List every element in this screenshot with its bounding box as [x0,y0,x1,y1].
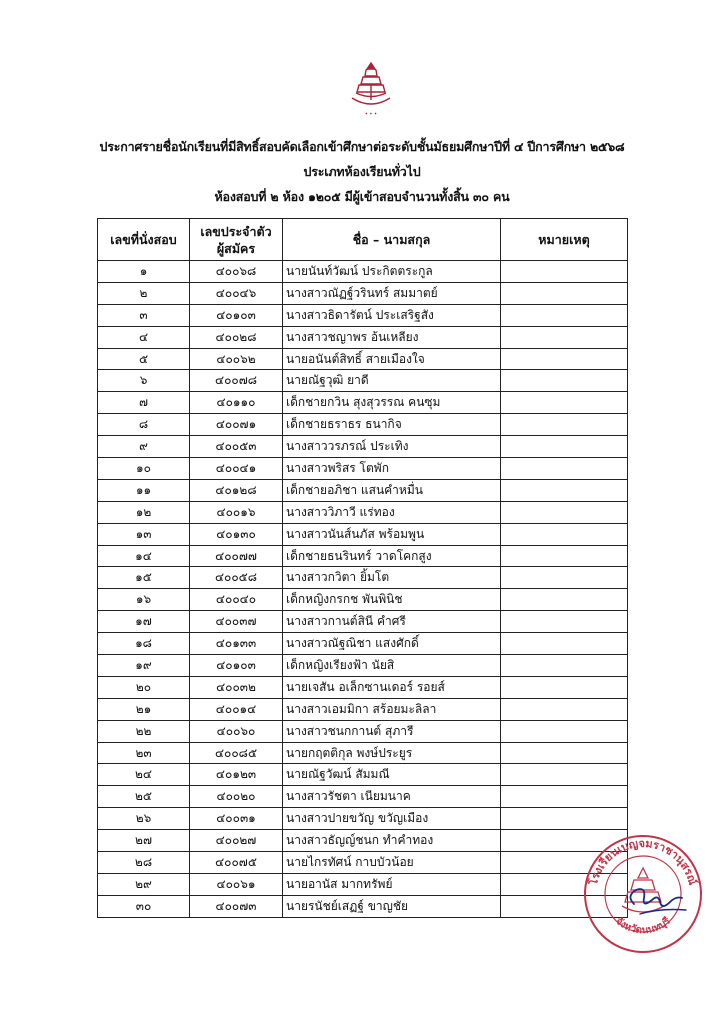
table-row [98,873,628,895]
full-name-cell: นางสาวชนกกานต์ สุภารี [283,720,501,742]
header-remarks: หมายเหตุ [501,219,628,261]
table-row [98,808,628,830]
remarks-cell [501,764,628,786]
applicant-id-cell: ๔๐๐๔๑ [190,458,283,480]
examinee-table [97,218,628,918]
document-header [0,134,724,209]
seat-number-cell: ๒๓ [98,742,190,764]
table-row [98,830,628,852]
applicant-id-cell: ๔๐๐๗๘ [190,370,283,392]
remarks-cell [501,808,628,830]
seat-number-cell: ๒๗ [98,830,190,852]
table-row [98,786,628,808]
applicant-id-cell: ๔๐๐๓๗ [190,611,283,633]
applicant-id-cell: ๔๐๐๗๕ [190,852,283,874]
seat-number-cell: ๒๙ [98,873,190,895]
table-row [98,633,628,655]
remarks-cell [501,655,628,677]
remarks-cell [501,786,628,808]
applicant-id-cell: ๔๐๐๔๐ [190,589,283,611]
table-row [98,392,628,414]
remarks-cell [501,392,628,414]
remarks-cell [501,436,628,458]
table-row [98,436,628,458]
applicant-id-cell: ๔๐๑๐๓ [190,655,283,677]
full-name-cell: นางสาวนันส์นภัส พร้อมพูน [283,523,501,545]
remarks-cell [501,304,628,326]
table-row [98,567,628,589]
seat-number-cell: ๑๖ [98,589,190,611]
remarks-cell [501,720,628,742]
full-name-cell: นางสาวชญาพร อ้นเหลียง [283,326,501,348]
applicant-id-cell: ๔๐๑๓๓ [190,633,283,655]
applicant-id-cell: ๔๐๐๖๐ [190,720,283,742]
table-row [98,370,628,392]
seat-number-cell: ๘ [98,414,190,436]
header-subtitle: ประเภทห้องเรียนทั่วไป [303,164,421,179]
applicant-id-cell: ๔๐๐๒๗ [190,830,283,852]
table-row [98,698,628,720]
remarks-cell [501,370,628,392]
seat-number-cell: ๑๗ [98,611,190,633]
remarks-cell [501,611,628,633]
seat-number-cell: ๒๘ [98,852,190,874]
seat-number-cell: ๒๐ [98,676,190,698]
seat-number-cell: ๑๓ [98,523,190,545]
full-name-cell: นางสาววิภาวี แร่ทอง [283,501,501,523]
remarks-cell [501,523,628,545]
full-name-cell: นายไกรทัศน์ กาบบัวน้อย [283,852,501,874]
remarks-cell [501,261,628,283]
table-row [98,720,628,742]
signature-icon [620,878,690,922]
full-name-cell: นายรนัชย์เสฏฐ์ ขาญชัย [283,895,501,917]
table-row [98,348,628,370]
seat-number-cell: ๓๐ [98,895,190,917]
table-row [98,676,628,698]
seat-number-cell: ๑๔ [98,545,190,567]
applicant-id-cell: ๔๐๐๖๘ [190,261,283,283]
svg-text:✦ ✦ ✦: ✦ ✦ ✦ [364,111,378,116]
table-row [98,764,628,786]
seat-number-cell: ๔ [98,326,190,348]
table-row [98,545,628,567]
full-name-cell: นางสาวธิดารัตน์ ประเสริฐสัง [283,304,501,326]
applicant-id-cell: ๔๐๑๒๓ [190,764,283,786]
seat-number-cell: ๑๘ [98,633,190,655]
table-row [98,742,628,764]
full-name-cell: เด็กชายอภิชา แสนคำหมื่น [283,479,501,501]
full-name-cell: นางสาวเอมมิกา สร้อยมะลิลา [283,698,501,720]
full-name-cell: นางสาวธัญญ์ชนก ทำคำทอง [283,830,501,852]
stamp-bottom-text: จังหวัดนนทบุรี [613,915,673,937]
seat-number-cell: ๒๑ [98,698,190,720]
full-name-cell: นายกฤตติกุล พงษ์ประยูร [283,742,501,764]
seat-number-cell: ๒๒ [98,720,190,742]
full-name-cell: นางสาวณัฏฐ์วรินทร์ สมมาตย์ [283,282,501,304]
seat-number-cell: ๗ [98,392,190,414]
applicant-id-cell: ๔๐๐๓๒ [190,676,283,698]
header-seat-number: เลขที่นั่งสอบ [98,219,190,261]
remarks-cell [501,326,628,348]
applicant-id-cell: ๔๐๑๑๐ [190,392,283,414]
full-name-cell: นางสาวรัชตา เนียมนาค [283,786,501,808]
full-name-cell: นายอานัส มากทรัพย์ [283,873,501,895]
remarks-cell [501,742,628,764]
applicant-id-cell: ๔๐๐๘๕ [190,742,283,764]
applicant-id-cell: ๔๐๐๗๓ [190,895,283,917]
seat-number-cell: ๑ [98,261,190,283]
seat-number-cell: ๒๖ [98,808,190,830]
table-body [98,261,628,918]
full-name-cell: นางสาวพริสร โตพัก [283,458,501,480]
seat-number-cell: ๒๔ [98,764,190,786]
full-name-cell: นายนันท์วัฒน์ ประกิตตระกูล [283,261,501,283]
applicant-id-cell: ๔๐๐๑๔ [190,698,283,720]
applicant-id-cell: ๔๐๐๗๑ [190,414,283,436]
applicant-id-cell: ๔๐๑๐๓ [190,304,283,326]
header-full-name: ชื่อ – นามสกุล [283,219,501,261]
full-name-cell: เด็กหญิงเรียงฟ้า นัยสิ [283,655,501,677]
table-row [98,523,628,545]
seat-number-cell: ๓ [98,304,190,326]
full-name-cell: นางสาวปายขวัญ ขวัญเมือง [283,808,501,830]
applicant-id-cell: ๔๐๐๒๐ [190,786,283,808]
table-header-row [98,219,628,261]
stamp-top-text: โรงเรียนเบญจมราชานุสรณ์ [586,836,700,887]
remarks-cell [501,698,628,720]
table-row [98,589,628,611]
full-name-cell: นายอนันต์สิทธิ์ สายเมืองใจ [283,348,501,370]
applicant-id-cell: ๔๐๐๒๘ [190,326,283,348]
header-room-info: ห้องสอบที่ ๒ ห้อง ๑๒๐๕ มีผู้เข้าสอบจำนวนทั้งสิ้น ๓๐ คน [214,189,510,204]
table-row [98,282,628,304]
full-name-cell: นางสาววรภรณ์ ประเทิง [283,436,501,458]
full-name-cell: นายเจสัน อเล็กซานเดอร์ รอยส์ [283,676,501,698]
remarks-cell [501,589,628,611]
full-name-cell: นางสาวณัฐณิชา แสงศักดิ์ [283,633,501,655]
full-name-cell: นายณัฐวุฒิ ยาดี [283,370,501,392]
applicant-id-cell: ๔๐๐๕๘ [190,567,283,589]
table-row [98,895,628,917]
applicant-id-cell: ๔๐๐๓๑ [190,808,283,830]
full-name-cell: นายณัฐวัฒน์ สัมมณี [283,764,501,786]
applicant-id-cell: ๔๐๑๒๘ [190,479,283,501]
table-row [98,326,628,348]
table-row [98,414,628,436]
header-applicant-id: เลขประจำตัว ผู้สมัคร [190,219,283,261]
remarks-cell [501,414,628,436]
remarks-cell [501,458,628,480]
seat-number-cell: ๑๕ [98,567,190,589]
table-row [98,304,628,326]
remarks-cell [501,633,628,655]
seat-number-cell: ๑๐ [98,458,190,480]
table-row [98,261,628,283]
seat-number-cell: ๒๕ [98,786,190,808]
full-name-cell: เด็กชายธนรินทร์ วาดโคกสูง [283,545,501,567]
applicant-id-cell: ๔๐๑๓๐ [190,523,283,545]
seat-number-cell: ๙ [98,436,190,458]
seat-number-cell: ๒ [98,282,190,304]
table-row [98,852,628,874]
table-row [98,479,628,501]
remarks-cell [501,479,628,501]
remarks-cell [501,545,628,567]
full-name-cell: นางสาวกานต์สินี คำศรี [283,611,501,633]
full-name-cell: เด็กหญิงกรกช พันพินิช [283,589,501,611]
full-name-cell: เด็กชายธราธร ธนากิจ [283,414,501,436]
header-title: ประกาศรายชื่อนักเรียนที่มีสิทธิ์สอบคัดเลือกเข้าศึกษาต่อระดับชั้นมัธยมศึกษาปีที่ ๔ ปีการศึกษา ๒๕๖๘ [99,139,625,154]
seat-number-cell: ๑๒ [98,501,190,523]
full-name-cell: เด็กชายกวิน สุงสุวรรณ คนซุม [283,392,501,414]
applicant-id-cell: ๔๐๐๑๖ [190,501,283,523]
remarks-cell [501,567,628,589]
table-row [98,655,628,677]
table-row [98,458,628,480]
table-row [98,611,628,633]
remarks-cell [501,501,628,523]
school-crest-icon [344,60,398,118]
applicant-id-cell: ๔๐๐๔๖ [190,282,283,304]
seat-number-cell: ๕ [98,348,190,370]
remarks-cell [501,348,628,370]
applicant-id-cell: ๔๐๐๗๗ [190,545,283,567]
full-name-cell: นางสาวกวิตา ยิ้มโต [283,567,501,589]
applicant-id-cell: ๔๐๐๖๒ [190,348,283,370]
seat-number-cell: ๖ [98,370,190,392]
remarks-cell [501,676,628,698]
table-row [98,501,628,523]
seat-number-cell: ๑๙ [98,655,190,677]
remarks-cell [501,282,628,304]
applicant-id-cell: ๔๐๐๕๓ [190,436,283,458]
seat-number-cell: ๑๑ [98,479,190,501]
applicant-id-cell: ๔๐๐๖๑ [190,873,283,895]
